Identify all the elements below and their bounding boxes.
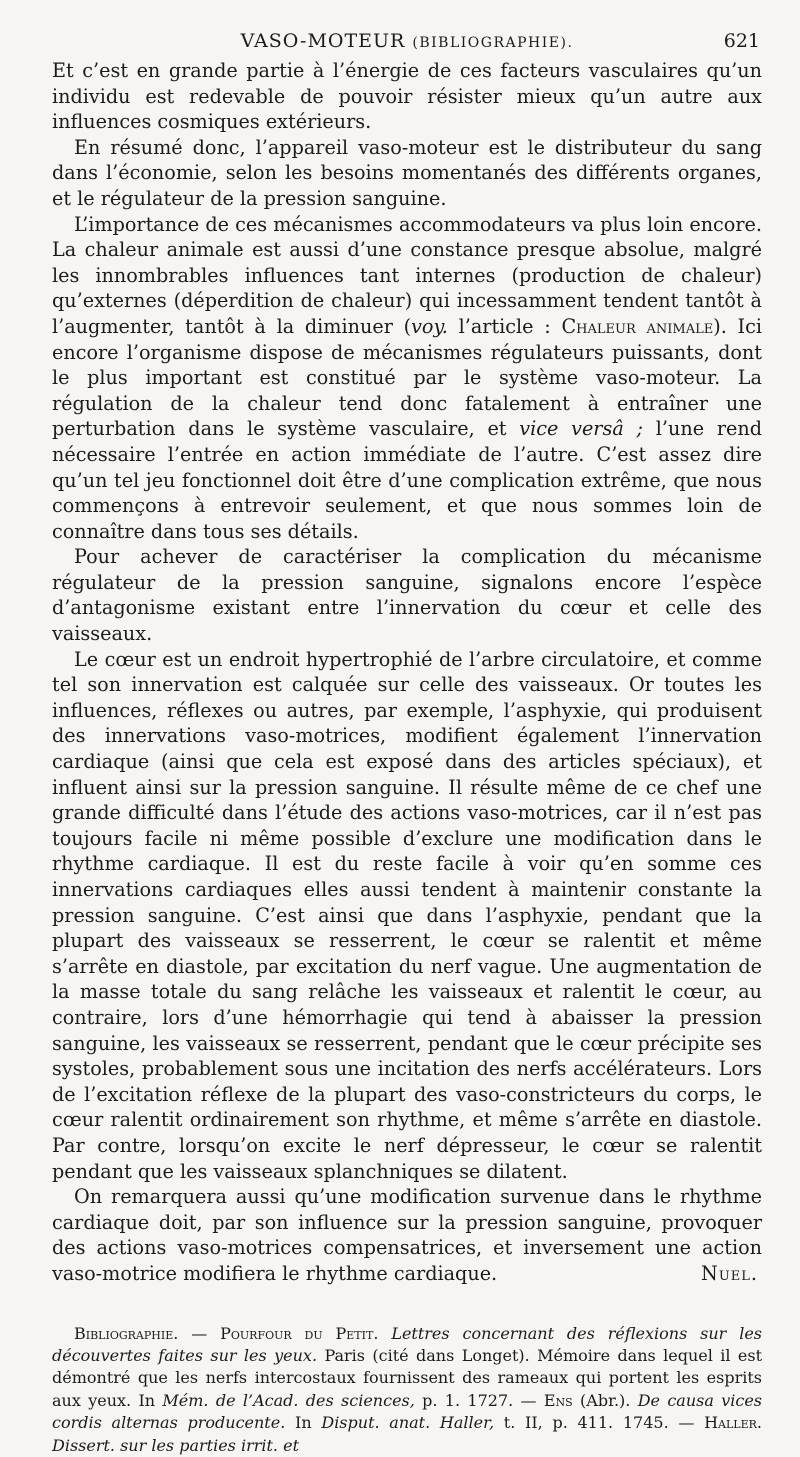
biblio-author-1: Pourfour du Petit	[220, 1323, 374, 1343]
biblio-author-2: Ens	[543, 1390, 573, 1410]
paragraph-3-text-a: L’importance de ces mécanismes accommodateurs va plus loin encore. La chaleur animale est aussi d’une constance presque absolue, malgré les innombrables influences tant internes (production de chaleur) qu’externes (déperdition de chaleur) qui incessamment tendent tantôt à l’augmenter, tantôt à la diminuer (	[52, 212, 762, 338]
biblio-text-1: Paris (cité dans Longet). Mémoire dans lequel il est démontré que les nerfs intercostaux fournissent des rameaux qui portent les esprits aux yeux. In	[52, 1345, 762, 1410]
paragraph-6	[52, 1184, 762, 1286]
page-number: 621	[723, 30, 760, 52]
body-text	[52, 58, 762, 1287]
paragraph-3-text-b: l’article :	[447, 314, 562, 338]
page-header	[52, 30, 762, 58]
bibliography-label: Bibliographie.	[74, 1323, 179, 1343]
biblio-text-3: (Abr.).	[572, 1390, 638, 1410]
paragraph-3	[52, 212, 762, 545]
header-subtitle: (BIBLIOGRAPHIE).	[412, 35, 574, 51]
article-reference: Chaleur animale	[561, 314, 714, 338]
paragraph-3-text-d: l’une rend nécessaire l’entrée en action immédiate de l’autre. C’est assez dire qu’un tel jeu fonctionnel doit être d’une complication extrême, que nous commençons à entrevoir seulement, et que nous sommes loin de connaître dans tous ses détails.	[52, 417, 762, 543]
vice-versa-italic: vice versâ ;	[519, 417, 643, 441]
biblio-dash: —	[178, 1323, 221, 1343]
paragraph-4: Pour achever de caractériser la complication du mécanisme régulateur de la pression sanguine, signalons encore l’espèce d’antagonisme existant entre l’innervation du cœur et celle des vaisseaux.	[52, 545, 762, 646]
paragraph-6-text: On remarquera aussi qu’une modification survenue dans le rhythme cardiaque doit, par son influence sur la pression sanguine, provoquer des actions vaso-motrices compensatrices, et inversement une action vaso-motrice modifiera le rhythme cardiaque.	[52, 1185, 762, 1285]
paragraph-3-text-c: ). Ici encore l’organisme dispose de mécanismes régulateurs puissants, dont le plus important est constitué par le système vaso-moteur. La régulation de la chaleur tend donc fatalement à entraîner une perturbation dans le système vasculaire, et	[52, 314, 762, 441]
biblio-sep-1: .	[373, 1323, 392, 1343]
bibliography	[52, 1323, 762, 1457]
paragraph-2: En résumé donc, l’appareil vaso-moteur est le distributeur du sang dans l’économie, selon les besoins momentanés des différents organes, et le régulateur de la pression sanguine.	[52, 135, 762, 210]
author-signature: Nuel.	[701, 1261, 758, 1285]
voy-italic: voy.	[411, 314, 448, 338]
biblio-text-4: In	[285, 1413, 322, 1433]
running-title	[52, 30, 762, 52]
header-title: VASO-MOTEUR	[240, 30, 406, 52]
biblio-text-2: p. 1. 1727. —	[414, 1390, 544, 1410]
biblio-sep-3: .	[756, 1413, 763, 1433]
paragraph-1: Et c’est en grande partie à l’énergie de ces facteurs vasculaires qu’un individu est redevable de pouvoir résister mieux qu’un autre aux influences cosmiques extérieurs.	[52, 59, 762, 134]
biblio-title-3: Dissert. sur les parties irrit. et	[52, 1435, 299, 1455]
biblio-text-5: t. II, p. 411. 1745. —	[494, 1413, 705, 1433]
biblio-title-2: De causa vices cordis alternas producente.	[52, 1390, 763, 1433]
biblio-journal-2: Disput. anat. Haller,	[321, 1413, 495, 1433]
biblio-author-3: Haller	[704, 1413, 757, 1433]
biblio-journal-1: Mém. de l’Acad. des sciences,	[162, 1390, 415, 1410]
paragraph-5: Le cœur est un endroit hypertrophié de l’arbre circulatoire, et comme tel son innervation est calquée sur celle des vaisseaux. Or toutes les influences, réflexes ou autres, par exemple, l’asphyxie, qui produisent des innervations vaso-motrices, modifient également l’innervation cardiaque (ainsi que cela est exposé dans des articles spéciaux), et influent ainsi sur la pression sanguine. Il résulte même de ce chef une grande difficulté dans l’étude des actions vaso-motrices, car il n’est pas toujours facile ni même possible d’exclure une modification dans le rhythme cardiaque. Il est du reste facile à voir qu’en somme ces innervations cardiaques elles aussi tendent à maintenir constante la pression sanguine. C’est ainsi que dans l’asphyxie, pendant que la plupart des vaisseaux se resserrent, le cœur se ralentit et même s’arrête en diastole, par excitation du nerf vague. Une augmentation de la masse totale du sang relâche les vaisseaux et ralentit le cœur, au contraire, lors d’une hémorrhagie qui tend à abaisser la pression sanguine, les vaisseaux se resserrent, pendant que le cœur précipite ses systoles, probablement sous une incitation des nerfs accélérateurs. Lors de l’excitation réflexe de la plupart des vaso-constricteurs du corps, le cœur ralentit ordinairement son rhythme, et même s’arrête en diastole. Par contre, lorsqu’on excite le nerf dépresseur, le cœur se ralentit pendant que les vaisseaux splanchniques se dilatent.	[52, 647, 762, 1183]
biblio-title-1: Lettres concernant des réflexions sur les découvertes faites sur les yeux.	[52, 1323, 763, 1365]
